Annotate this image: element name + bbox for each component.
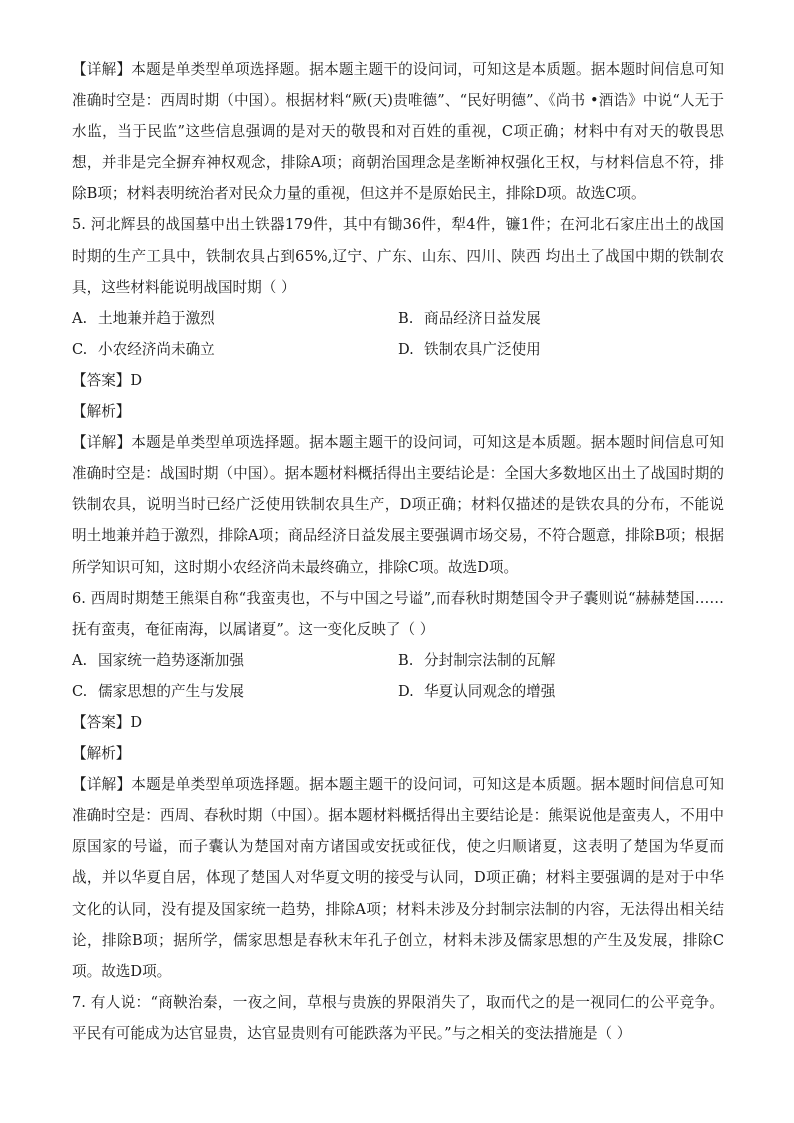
option-b: B. 商品经济日益发展: [398, 309, 541, 327]
answer-label: 【答案】D: [72, 371, 143, 389]
q4-detail: [72, 54, 724, 209]
detail-tag: 【详解】: [72, 61, 132, 78]
question-7-stem: 7. 有人说：“商鞅治秦，一夜之间，草根与贵族的界限消失了，取而代之的是一视同仁的公平竞争。平民有可能成为达官显贵，达官显贵则有可能跌落为平民。”与之相关的变法措施是（ ）: [72, 993, 724, 1042]
option-a: A. 土地兼并趋于激烈: [72, 309, 215, 327]
analysis-label: 【解析】: [72, 403, 131, 421]
option-b: B. 分封制宗法制的瓦解: [398, 651, 556, 669]
option-c: C. 小农经济尚未确立: [72, 340, 215, 358]
option-a: A. 国家统一趋势逐渐加强: [72, 651, 244, 669]
document-page: [72, 54, 724, 1049]
detail-text: 本题是单类型单项选择题。据本题主题干的设问词，可知这是本质题。据本题时间信息可知准确时空是：西周时期（中国）。根据材料“厥(天)贵唯德”、“民好明德”、《尚书 •酒诰》中说“人无于水监，当于民监”这些信息强调的是对天的敬畏和对百姓的重视，C项正确；材料中有对天的敬畏思想，并非是完全摒弃神权观念，排除A项；商朝治国理念是垄断神权强化王权，与材料信息不符，排除B项；材料表明统治者对民众力量的重视，但这并不是原始民主，排除D项。故选C项。: [72, 61, 724, 203]
option-d: D. 华夏认同观念的增强: [398, 682, 556, 700]
question-5-options: [72, 303, 724, 365]
detail-tag: 【详解】: [72, 776, 132, 794]
question-6-options: [72, 645, 724, 707]
q6-detail: [72, 769, 724, 987]
detail-tag: 【详解】: [72, 434, 132, 452]
answer-label: 【答案】D: [72, 713, 143, 731]
q5-detail: [72, 427, 724, 582]
option-d: D. 铁制农具广泛使用: [398, 340, 541, 358]
question-6-stem: 6. 西周时期楚王熊渠自称“我蛮夷也，不与中国之号谥”,而春秋时期楚国令尹子囊则说“赫赫楚国……抚有蛮夷，奄征南海，以属诸夏”。这一变化反映了（ ）: [72, 589, 724, 638]
question-5-stem: 5. 河北辉县的战国墓中出土铁器179件，其中有锄36件，犁4件，镰1件；在河北石家庄出土的战国时期的生产工具中，铁制农具占到65%,辽宁、广东、山东、四川、陕西 均出土了战国中期的铁制农具，这些材料能说明战国时期（ ）: [72, 216, 724, 296]
detail-text: 本题是单类型单项选择题。据本题主题干的设问词，可知这是本质题。据本题时间信息可知准确时空是：战国时期（中国）。据本题材料概括得出主要结论是：全国大多数地区出土了战国时期的铁制农具，说明当时已经广泛使用铁制农具生产，D项正确；材料仅描述的是铁农具的分布，不能说明土地兼并趋于激烈，排除A项；商品经济日益发展主要强调市场交易，不符合题意，排除B项；根据所学知识可知，这时期小农经济尚未最终确立，排除C项。故选D项。: [72, 434, 724, 576]
option-c: C. 儒家思想的产生与发展: [72, 682, 244, 700]
detail-text: 本题是单类型单项选择题。据本题主题干的设问词，可知这是本质题。据本题时间信息可知准确时空是：西周、春秋时期（中国）。据本题材料概括得出主要结论是：熊渠说他是蛮夷人，不用中原国家的号谥，而子囊认为楚国对南方诸国或安抚或征伐，使之归顺诸夏，这表明了楚国为华夏而战，并以华夏自居，体现了楚国人对华夏文明的接受与认同，D项正确；材料主要强调的是对于中华文化的认同，没有提及国家统一趋势，排除A项；材料未涉及分封制宗法制的内容，无法得出相关结论，排除B项；据所学，儒家思想是春秋末年孔子创立，材料未涉及儒家思想的产生及发展，排除C项。故选D项。: [72, 776, 724, 980]
analysis-label: 【解析】: [72, 745, 131, 763]
